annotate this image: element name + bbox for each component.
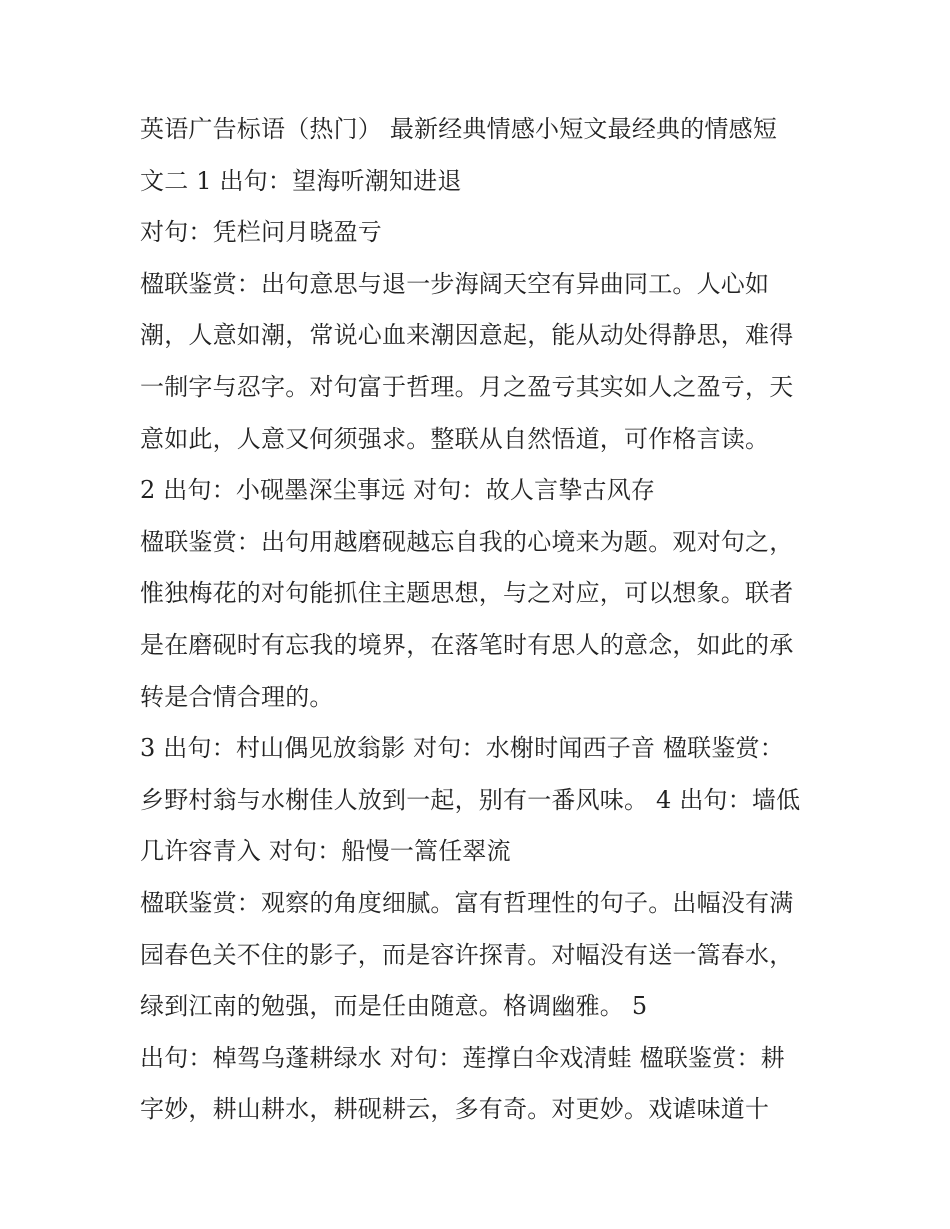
text-line: 潮，人意如潮，常说心血来潮因意起，能从动处得静思，难得 [140, 321, 794, 350]
text-line: 园春色关不住的影子，而是容许探青。对幅没有送一篙春水， [140, 940, 794, 969]
text-line: 一制字与忍字。对句富于哲理。月之盈亏其实如人之盈亏，天 [140, 372, 794, 401]
text-line: 楹联鉴赏：出句用越磨砚越忘自我的心境来为题。观对句之， [140, 527, 794, 556]
text-line: 绿到江南的勉强，而是任由随意。格调幽雅。 5 [140, 992, 648, 1021]
text-line: 2 出句：小砚墨深尘事远 对句：故人言挚古风存 [140, 476, 656, 505]
text-line: 几许容青入 对句：船慢一篙任翠流 [140, 837, 511, 866]
text-line: 楹联鉴赏：观察的角度细腻。富有哲理性的句子。出幅没有满 [140, 888, 794, 917]
text-line: 对句：凭栏问月晓盈亏 [140, 218, 382, 247]
text-line: 出句：棹驾乌蓬耕绿水 对句：莲撑白伞戏清蛙 楹联鉴赏：耕 [140, 1043, 785, 1072]
text-line: 乡野村翁与水榭佳人放到一起，别有一番风味。 4 出句：墙低 [140, 785, 801, 814]
text-line: 英语广告标语（热门） 最新经典情感小短文最经典的情感短 [140, 115, 778, 143]
text-line: 意如此，人意又何须强求。整联从自然悟道，可作格言读。 [140, 424, 770, 453]
text-line: 文二 1 出句：望海听潮知进退 [140, 166, 462, 195]
text-line: 转是合情合理的。 [140, 682, 334, 711]
text-line: 惟独梅花的对句能抓住主题思想，与之对应，可以想象。联者 [140, 579, 794, 608]
text-line: 3 出句：村山偶见放翁影 对句：水榭时闻西子音 楹联鉴赏： [140, 734, 784, 763]
document-body [140, 104, 820, 1136]
text-line: 楹联鉴赏：出句意思与退一步海阔天空有异曲同工。人心如 [140, 269, 770, 298]
text-line: 字妙，耕山耕水，耕砚耕云，多有奇。对更妙。戏谑味道十 [140, 1095, 770, 1124]
text-line: 是在磨砚时有忘我的境界，在落笔时有思人的意念，如此的承 [140, 630, 794, 659]
